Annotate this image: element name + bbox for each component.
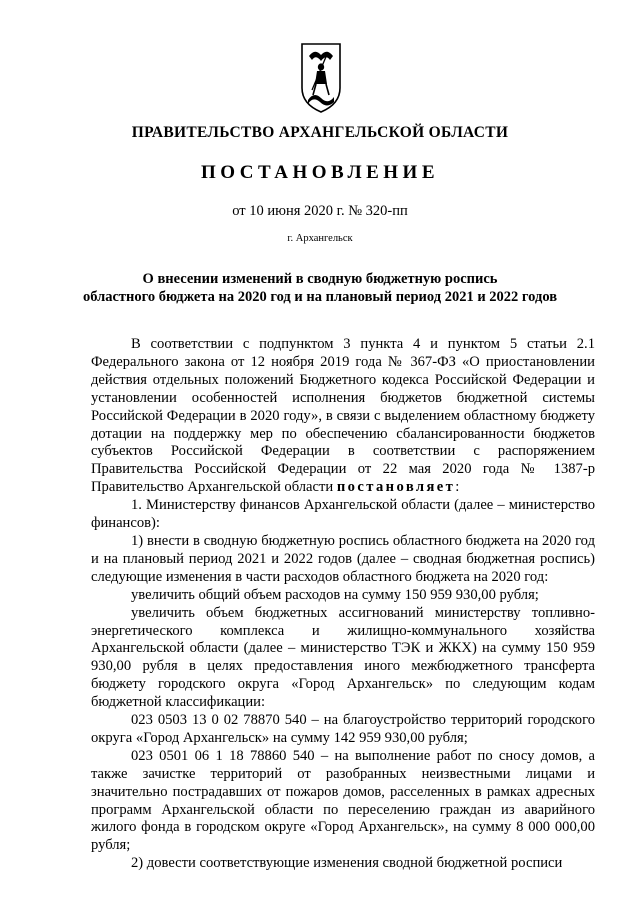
paragraph-code-landscaping: 023 0503 13 0 02 78870 540 – на благоустройство территорий городского округа «Город Архангельск» на сумму 142 959 930,00 рубля; xyxy=(91,712,595,746)
document-body xyxy=(91,336,595,873)
paragraph-increase-allocations: увеличить объем бюджетных ассигнований министерству топливно-энергетического комплекса и жилищно-коммунального хозяйства Архангельской области (далее – министерство ТЭК и ЖКХ) на сумму 150 959 930,00 рубля в целях предоставления иного межбюджетного трансферта бюджету городского округа «Город Архангельск» по следующим кодам бюджетной классификации: xyxy=(91,604,595,711)
paragraph-subitem-2: 2) довести соответствующие изменения сводной бюджетной росписи xyxy=(131,855,563,872)
document-city: г. Архангельск xyxy=(287,233,353,244)
title-line-1: О внесении изменений в сводную бюджетную роспись xyxy=(142,271,498,287)
organization-name: ПРАВИТЕЛЬСТВО АРХАНГЕЛЬСКОЙ ОБЛАСТИ xyxy=(131,124,509,141)
title-line-2: областного бюджета на 2020 год и на плановый период 2021 и 2022 годов xyxy=(82,289,558,305)
coat-of-arms-icon xyxy=(300,42,342,114)
paragraph-preamble xyxy=(91,336,595,497)
document-title xyxy=(60,270,580,306)
paragraph-item-1: 1. Министерству финансов Архангельской области (далее – министерство финансов): xyxy=(91,497,595,532)
document-date-number: от 10 июня 2020 г. № 320-пп xyxy=(232,203,408,219)
preamble-text: В соответствии с подпунктом 3 пункта 4 и пунктом 5 статьи 2.1 Федерального закона от 12 ноября 2019 года № 367-ФЗ «О приостановлении действия отдельных положений Бюджетного кодекса Российской Федерации и установлении особенностей исполнения бюджетов бюджетной системы Российской Федерации в 2020 году», в связи с выделением областному бюджету дотации на поддержку мер по обеспечению сбалансированности бюджетов субъектов Российской Федерации в соответствии с распоряжением Правительства Российской Федерации от 22 мая 2020 года № 1387-р Правительство Архангельской области xyxy=(91,336,595,496)
decree-keyword: постановляет xyxy=(336,479,456,496)
document-type: ПОСТАНОВЛЕНИЕ xyxy=(200,162,440,183)
paragraph-increase-total: увеличить общий объем расходов на сумму 150 959 930,00 рубля; xyxy=(131,586,539,603)
preamble-colon: : xyxy=(455,479,460,496)
paragraph-code-demolition: 023 0501 06 1 18 78860 540 – на выполнение работ по сносу домов, а также зачистке территорий от разобранных неизвестными лицами и значительно пострадавших от пожаров домов, расселенных в рамках адресных программ Архангельской области по переселению граждан из аварийного жилого фонда в городском округе «Город Архангельск», на сумму 8 000 000,00 рубля; xyxy=(91,747,595,854)
paragraph-subitem-1: 1) внести в сводную бюджетную роспись областного бюджета на 2020 год и на плановый период 2021 и 2022 годов (далее – сводная бюджетная роспись) следующие изменения в части расходов областного бюджета на 2020 год: xyxy=(91,532,595,585)
